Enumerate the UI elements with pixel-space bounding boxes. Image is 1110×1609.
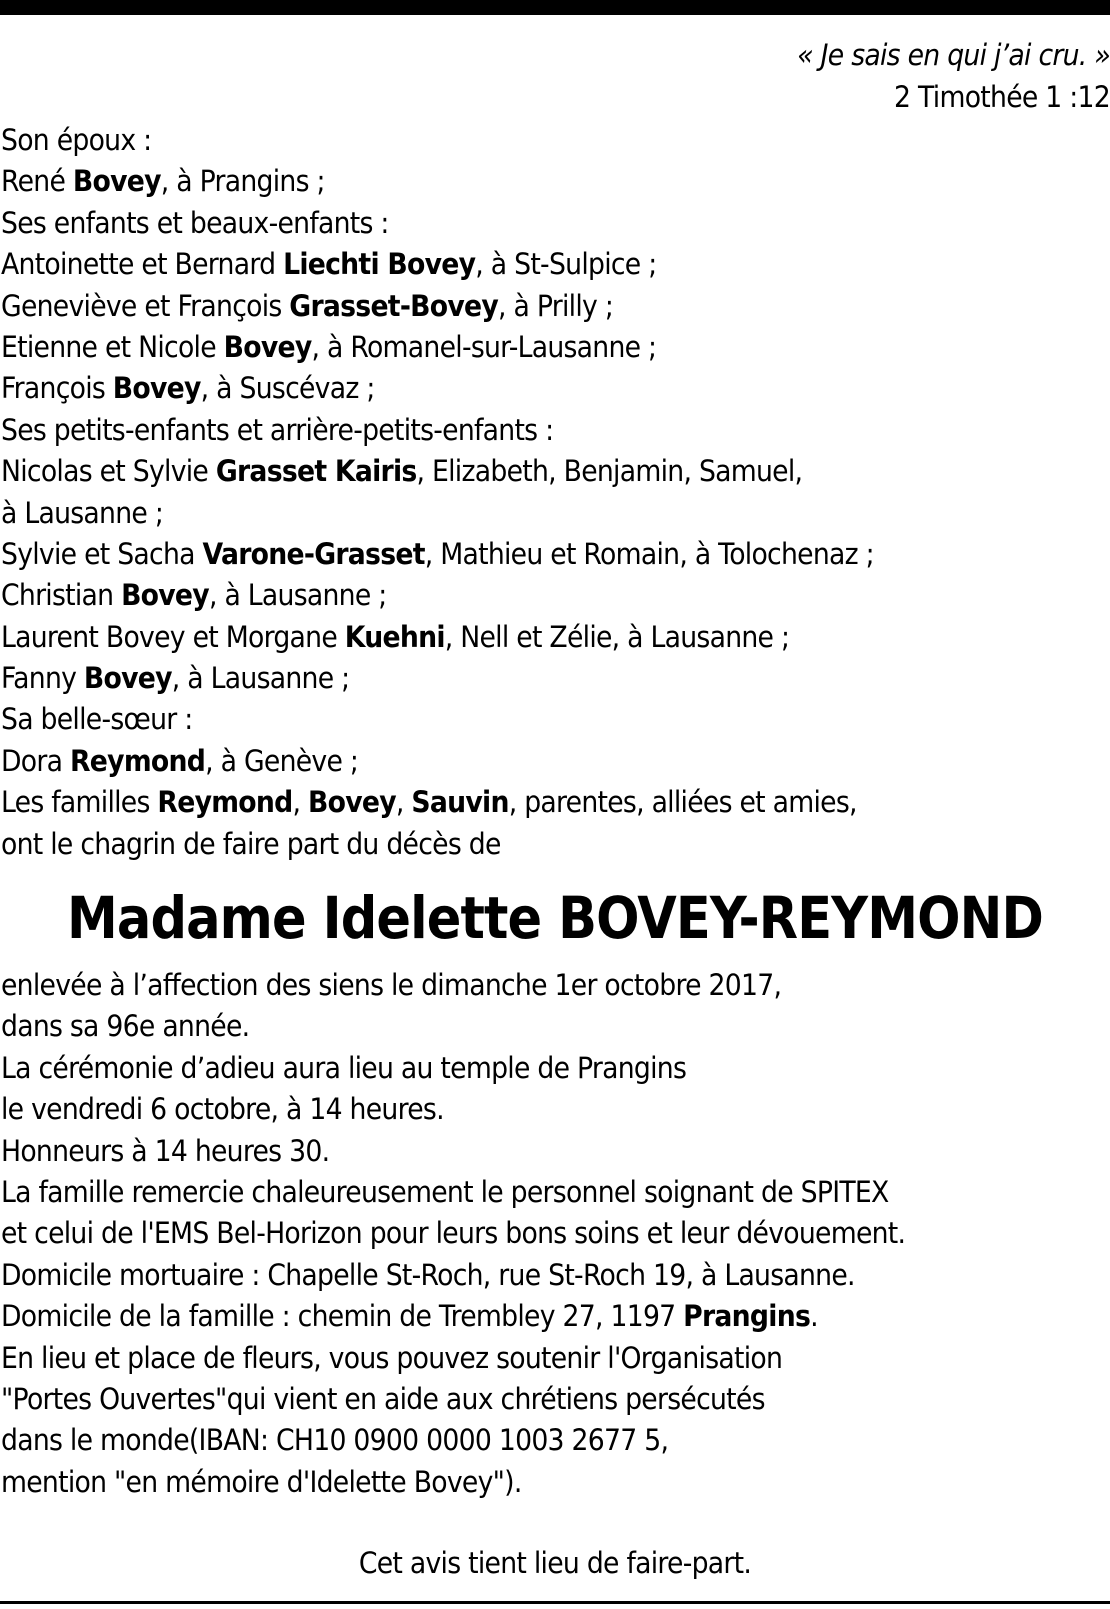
line-text: ,	[395, 785, 412, 820]
line-text: Domicile mortuaire : Chapelle St-Roch, rue St-Roch 19, à Lausanne.	[1, 1257, 855, 1292]
details-line	[1, 1296, 905, 1337]
top-rule	[0, 0, 1110, 15]
surname-text: Bovey	[308, 785, 396, 820]
details-line	[1, 1048, 905, 1089]
line-text: , à Lausanne ;	[171, 661, 350, 696]
family-line	[1, 575, 874, 616]
epigraph	[797, 34, 1110, 118]
line-text: Ses petits-enfants et arrière-petits-enfants :	[1, 412, 554, 447]
family-line	[1, 493, 874, 534]
surname-text: Bovey	[121, 578, 209, 613]
line-text: , à Prilly ;	[498, 288, 614, 323]
family-line	[1, 327, 874, 368]
line-text: Les familles	[1, 785, 158, 820]
line-text: Honneurs à 14 heures 30.	[1, 1133, 330, 1168]
details-line	[1, 1172, 905, 1213]
line-text: .	[810, 1299, 818, 1334]
details-line	[1, 1420, 905, 1461]
line-text: mention "en mémoire d'Idelette Bovey").	[1, 1464, 522, 1499]
family-line	[1, 782, 874, 823]
line-text: Sa belle-sœur :	[1, 702, 193, 737]
line-text: Christian	[1, 578, 122, 613]
surname-text: Bovey	[112, 371, 201, 406]
line-text: , à Romanel-sur-Lausanne ;	[311, 329, 657, 364]
family-line	[1, 120, 874, 161]
line-text: et celui de l'EMS Bel-Horizon pour leurs bons soins et leur dévouement.	[1, 1216, 906, 1251]
surname-text: Bovey	[223, 329, 312, 364]
deceased-name: Madame Idelette BOVEY-REYMOND	[66, 884, 1044, 952]
details-line	[1, 1462, 905, 1503]
line-text: , Mathieu et Romain, à Tolochenaz ;	[424, 536, 874, 571]
details-line	[1, 965, 905, 1006]
line-text: , à Lausanne ;	[208, 578, 387, 613]
line-text: Dora	[1, 743, 70, 778]
line-text: Etienne et Nicole	[1, 329, 224, 364]
footer-note: Cet avis tient lieu de faire-part.	[358, 1546, 752, 1580]
line-text: Antoinette et Bernard	[1, 247, 284, 282]
line-text: Son époux :	[1, 123, 152, 157]
line-text: ont le chagrin de faire part du décès de	[1, 826, 501, 861]
line-text: ,	[292, 785, 309, 820]
surname-text: Varone-Grasset	[202, 536, 425, 571]
line-text: Domicile de la famille : chemin de Trembley 27, 1197	[1, 1299, 684, 1334]
family-line	[1, 203, 874, 244]
line-text: dans le monde(IBAN: CH10 0900 0000 1003 2677 5,	[1, 1423, 669, 1458]
family-line	[1, 244, 874, 285]
line-text: dans sa 96e année.	[1, 1009, 250, 1044]
family-line	[1, 410, 874, 451]
line-text: En lieu et place de fleurs, vous pouvez soutenir l'Organisation	[1, 1340, 783, 1375]
line-text: , Elizabeth, Benjamin, Samuel,	[416, 454, 803, 489]
family-line	[1, 658, 874, 699]
details-line	[1, 1213, 905, 1254]
line-text: La cérémonie d’adieu aura lieu au temple de Prangins	[1, 1050, 687, 1085]
bottom-rule	[0, 1601, 1110, 1604]
surname-text: Liechti Bovey	[283, 247, 476, 282]
line-text: , à Genève ;	[205, 743, 359, 778]
surname-text: Bovey	[72, 164, 161, 199]
line-text: Fanny	[1, 661, 84, 696]
line-text: , parentes, alliées et amies,	[508, 785, 857, 820]
surname-text: Sauvin	[411, 785, 509, 820]
family-line	[1, 161, 874, 202]
ceremony-details	[1, 965, 905, 1503]
family-line	[1, 824, 874, 865]
line-text: à Lausanne ;	[1, 495, 164, 530]
surname-text: Kuehni	[344, 619, 445, 654]
family-list	[1, 120, 874, 865]
line-text: François	[1, 371, 113, 406]
line-text: Nicolas et Sylvie	[1, 454, 216, 489]
epigraph-quote: « Je sais en qui j’ai cru. »	[797, 38, 1110, 72]
details-line	[1, 1255, 905, 1296]
line-text: Geneviève et François	[1, 288, 290, 323]
line-text: La famille remercie chaleureusement le personnel soignant de SPITEX	[1, 1174, 889, 1209]
surname-text: Bovey	[83, 661, 172, 696]
family-line	[1, 368, 874, 409]
family-line	[1, 741, 874, 782]
line-text: , à St-Sulpice ;	[475, 247, 657, 282]
details-line	[1, 1379, 905, 1420]
line-text: le vendredi 6 octobre, à 14 heures.	[1, 1092, 444, 1127]
details-line	[1, 1131, 905, 1172]
line-text: Ses enfants et beaux-enfants :	[1, 205, 389, 240]
family-line	[1, 699, 874, 740]
line-text: Laurent Bovey et Morgane	[1, 619, 345, 654]
line-text: "Portes Ouvertes"qui vient en aide aux chrétiens persécutés	[1, 1381, 765, 1416]
family-line	[1, 617, 874, 658]
family-line	[1, 534, 874, 575]
surname-text: Grasset Kairis	[215, 454, 417, 489]
surname-text: Reymond	[157, 785, 293, 820]
line-text: Sylvie et Sacha	[1, 536, 203, 571]
line-text: René	[1, 164, 73, 199]
details-line	[1, 1089, 905, 1130]
surname-text: Grasset-Bovey	[289, 288, 499, 323]
line-text: , à Prangins ;	[160, 164, 325, 199]
line-text: , à Suscévaz ;	[200, 371, 375, 406]
family-line	[1, 451, 874, 492]
surname-text: Reymond	[70, 743, 206, 778]
line-text: , Nell et Zélie, à Lausanne ;	[444, 619, 790, 654]
epigraph-reference: 2 Timothée 1 :12	[894, 80, 1110, 114]
details-line	[1, 1338, 905, 1379]
details-line	[1, 1006, 905, 1047]
family-line	[1, 286, 874, 327]
surname-text: Prangins	[683, 1299, 811, 1334]
line-text: enlevée à l’affection des siens le dimanche 1er octobre 2017,	[1, 968, 782, 1002]
